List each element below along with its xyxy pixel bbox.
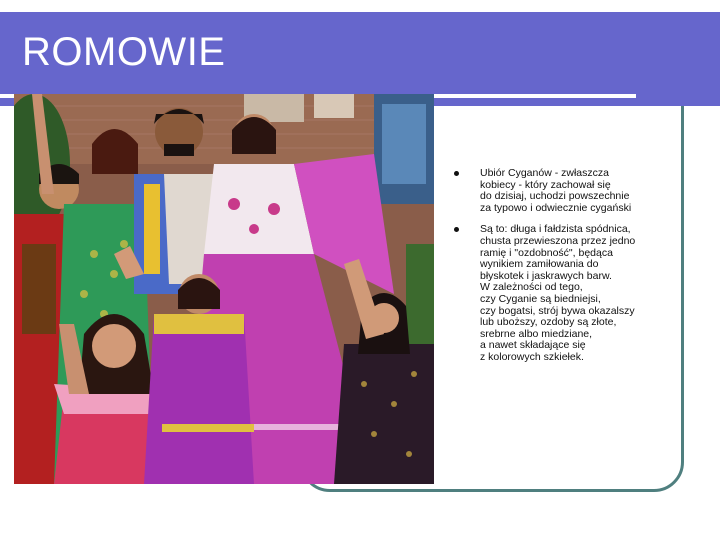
photo-illustration	[14, 94, 434, 484]
bullet-dot-icon	[454, 171, 459, 176]
bullet-text: Są to: długa i fałdzista spódnica, chusta przewieszona przez jedno ramię i "ozdobność", będąca wynikiem zamiłowania do błyskotek i jaskrawych barw. W zależności od tego, czy Cyganie są biedniejsi, czy bogatsi, strój bywa okazalszy lub uboższy, ozdoby są złote, srebrne albo miedziane, a nawet składające się z kolorowych szkiełek.	[480, 223, 636, 363]
group-photo	[14, 94, 434, 484]
bullet-item	[446, 168, 676, 214]
bullet-item	[446, 224, 676, 363]
slide-title: ROMOWIE	[22, 30, 226, 74]
bullet-dot-icon	[454, 227, 459, 232]
bullet-text: Ubiór Cyganów - zwłaszcza kobiecy - który zachował się do dzisiaj, uchodzi powszechnie za typowo i odwiecznie cygański	[480, 167, 632, 214]
bullet-list	[446, 168, 676, 374]
